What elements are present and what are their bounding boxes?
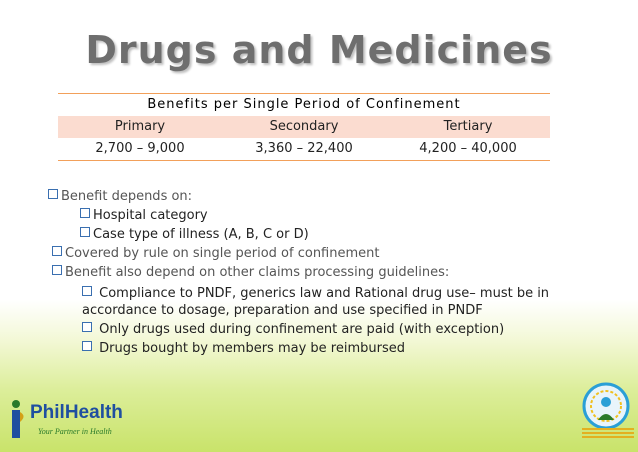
health-seal-icon xyxy=(582,382,630,430)
header-secondary: Secondary xyxy=(269,119,339,134)
bullet-benefit-depends: Benefit depends on: xyxy=(48,188,192,205)
table-header-row xyxy=(58,116,550,138)
checkbox-bullet-icon xyxy=(82,286,92,296)
benefits-table xyxy=(58,93,550,161)
philhealth-mark-icon xyxy=(8,398,28,440)
table-caption: Benefits per Single Period of Confinement xyxy=(147,97,461,112)
checkbox-bullet-icon xyxy=(80,227,90,237)
header-primary: Primary xyxy=(114,119,166,134)
checkbox-bullet-icon xyxy=(52,265,62,275)
checkbox-bullet-icon xyxy=(52,246,62,256)
bullet-single-period: Covered by rule on single period of confinement xyxy=(52,245,379,262)
bullet-drugs-reimbursed: Drugs bought by members may be reimbursed xyxy=(82,340,405,357)
slide-title: Drugs and Medicines xyxy=(85,28,553,72)
value-tertiary: 4,200 – 40,000 xyxy=(419,141,517,156)
bullet-hospital-category: Hospital category xyxy=(80,207,208,224)
bullet-pndf-compliance: Compliance to PNDF, generics law and Rational drug use– must be in accordance to dosage, preparation and use specified in PNDF xyxy=(82,286,550,318)
table-row xyxy=(58,138,550,160)
bullet-other-guidelines: Benefit also depend on other claims processing guidelines: xyxy=(52,264,449,281)
value-secondary: 3,360 – 22,400 xyxy=(255,141,353,156)
philhealth-logo xyxy=(8,398,128,442)
header-tertiary: Tertiary xyxy=(443,119,493,134)
checkbox-bullet-icon xyxy=(82,322,92,332)
logo-tagline: Your Partner in Health xyxy=(38,427,112,436)
value-primary: 2,700 – 9,000 xyxy=(95,141,185,156)
logo-name: PhilHealth xyxy=(30,402,123,423)
checkbox-bullet-icon xyxy=(48,189,58,199)
seal-caption-lines xyxy=(582,428,634,440)
bullet-drugs-during-confinement: Only drugs used during confinement are paid (with exception) xyxy=(82,321,504,338)
checkbox-bullet-icon xyxy=(80,208,90,218)
checkbox-bullet-icon xyxy=(82,341,92,351)
bullet-case-type: Case type of illness (A, B, C or D) xyxy=(80,226,309,243)
